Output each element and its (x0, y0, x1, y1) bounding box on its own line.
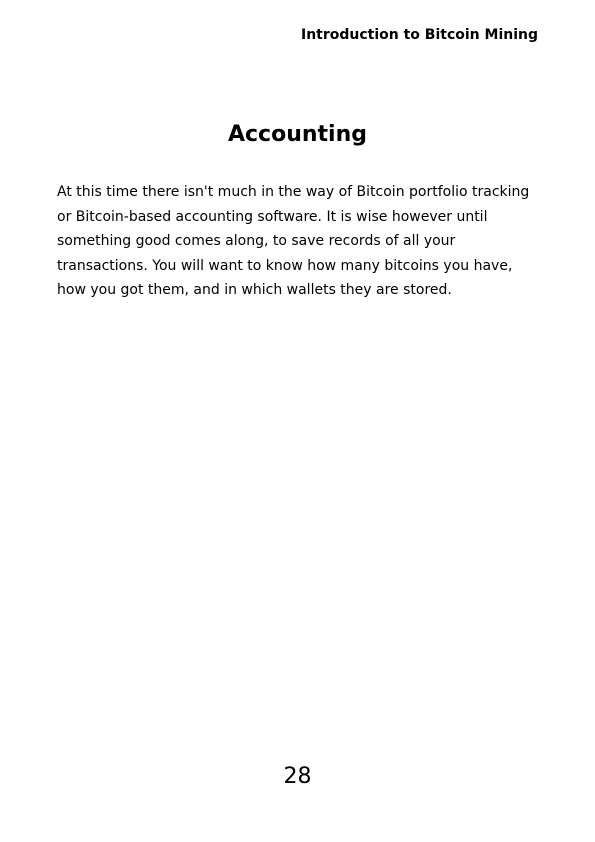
section-title: Accounting (227, 122, 367, 147)
paragraph-line: something good comes along, to save records of all your (57, 233, 456, 250)
body-paragraph (57, 180, 539, 303)
paragraph-line: how you got them, and in which wallets they are stored. (57, 282, 452, 299)
paragraph-line: transactions. You will want to know how many bitcoins you have, (57, 257, 513, 274)
paragraph-line: At this time there isn't much in the way of Bitcoin portfolio tracking (57, 184, 530, 200)
page-number: 28 (283, 764, 312, 789)
running-header-title: Introduction to Bitcoin Mining (300, 27, 538, 43)
paragraph-line: or Bitcoin-based accounting software. It is wise however until (57, 208, 488, 225)
